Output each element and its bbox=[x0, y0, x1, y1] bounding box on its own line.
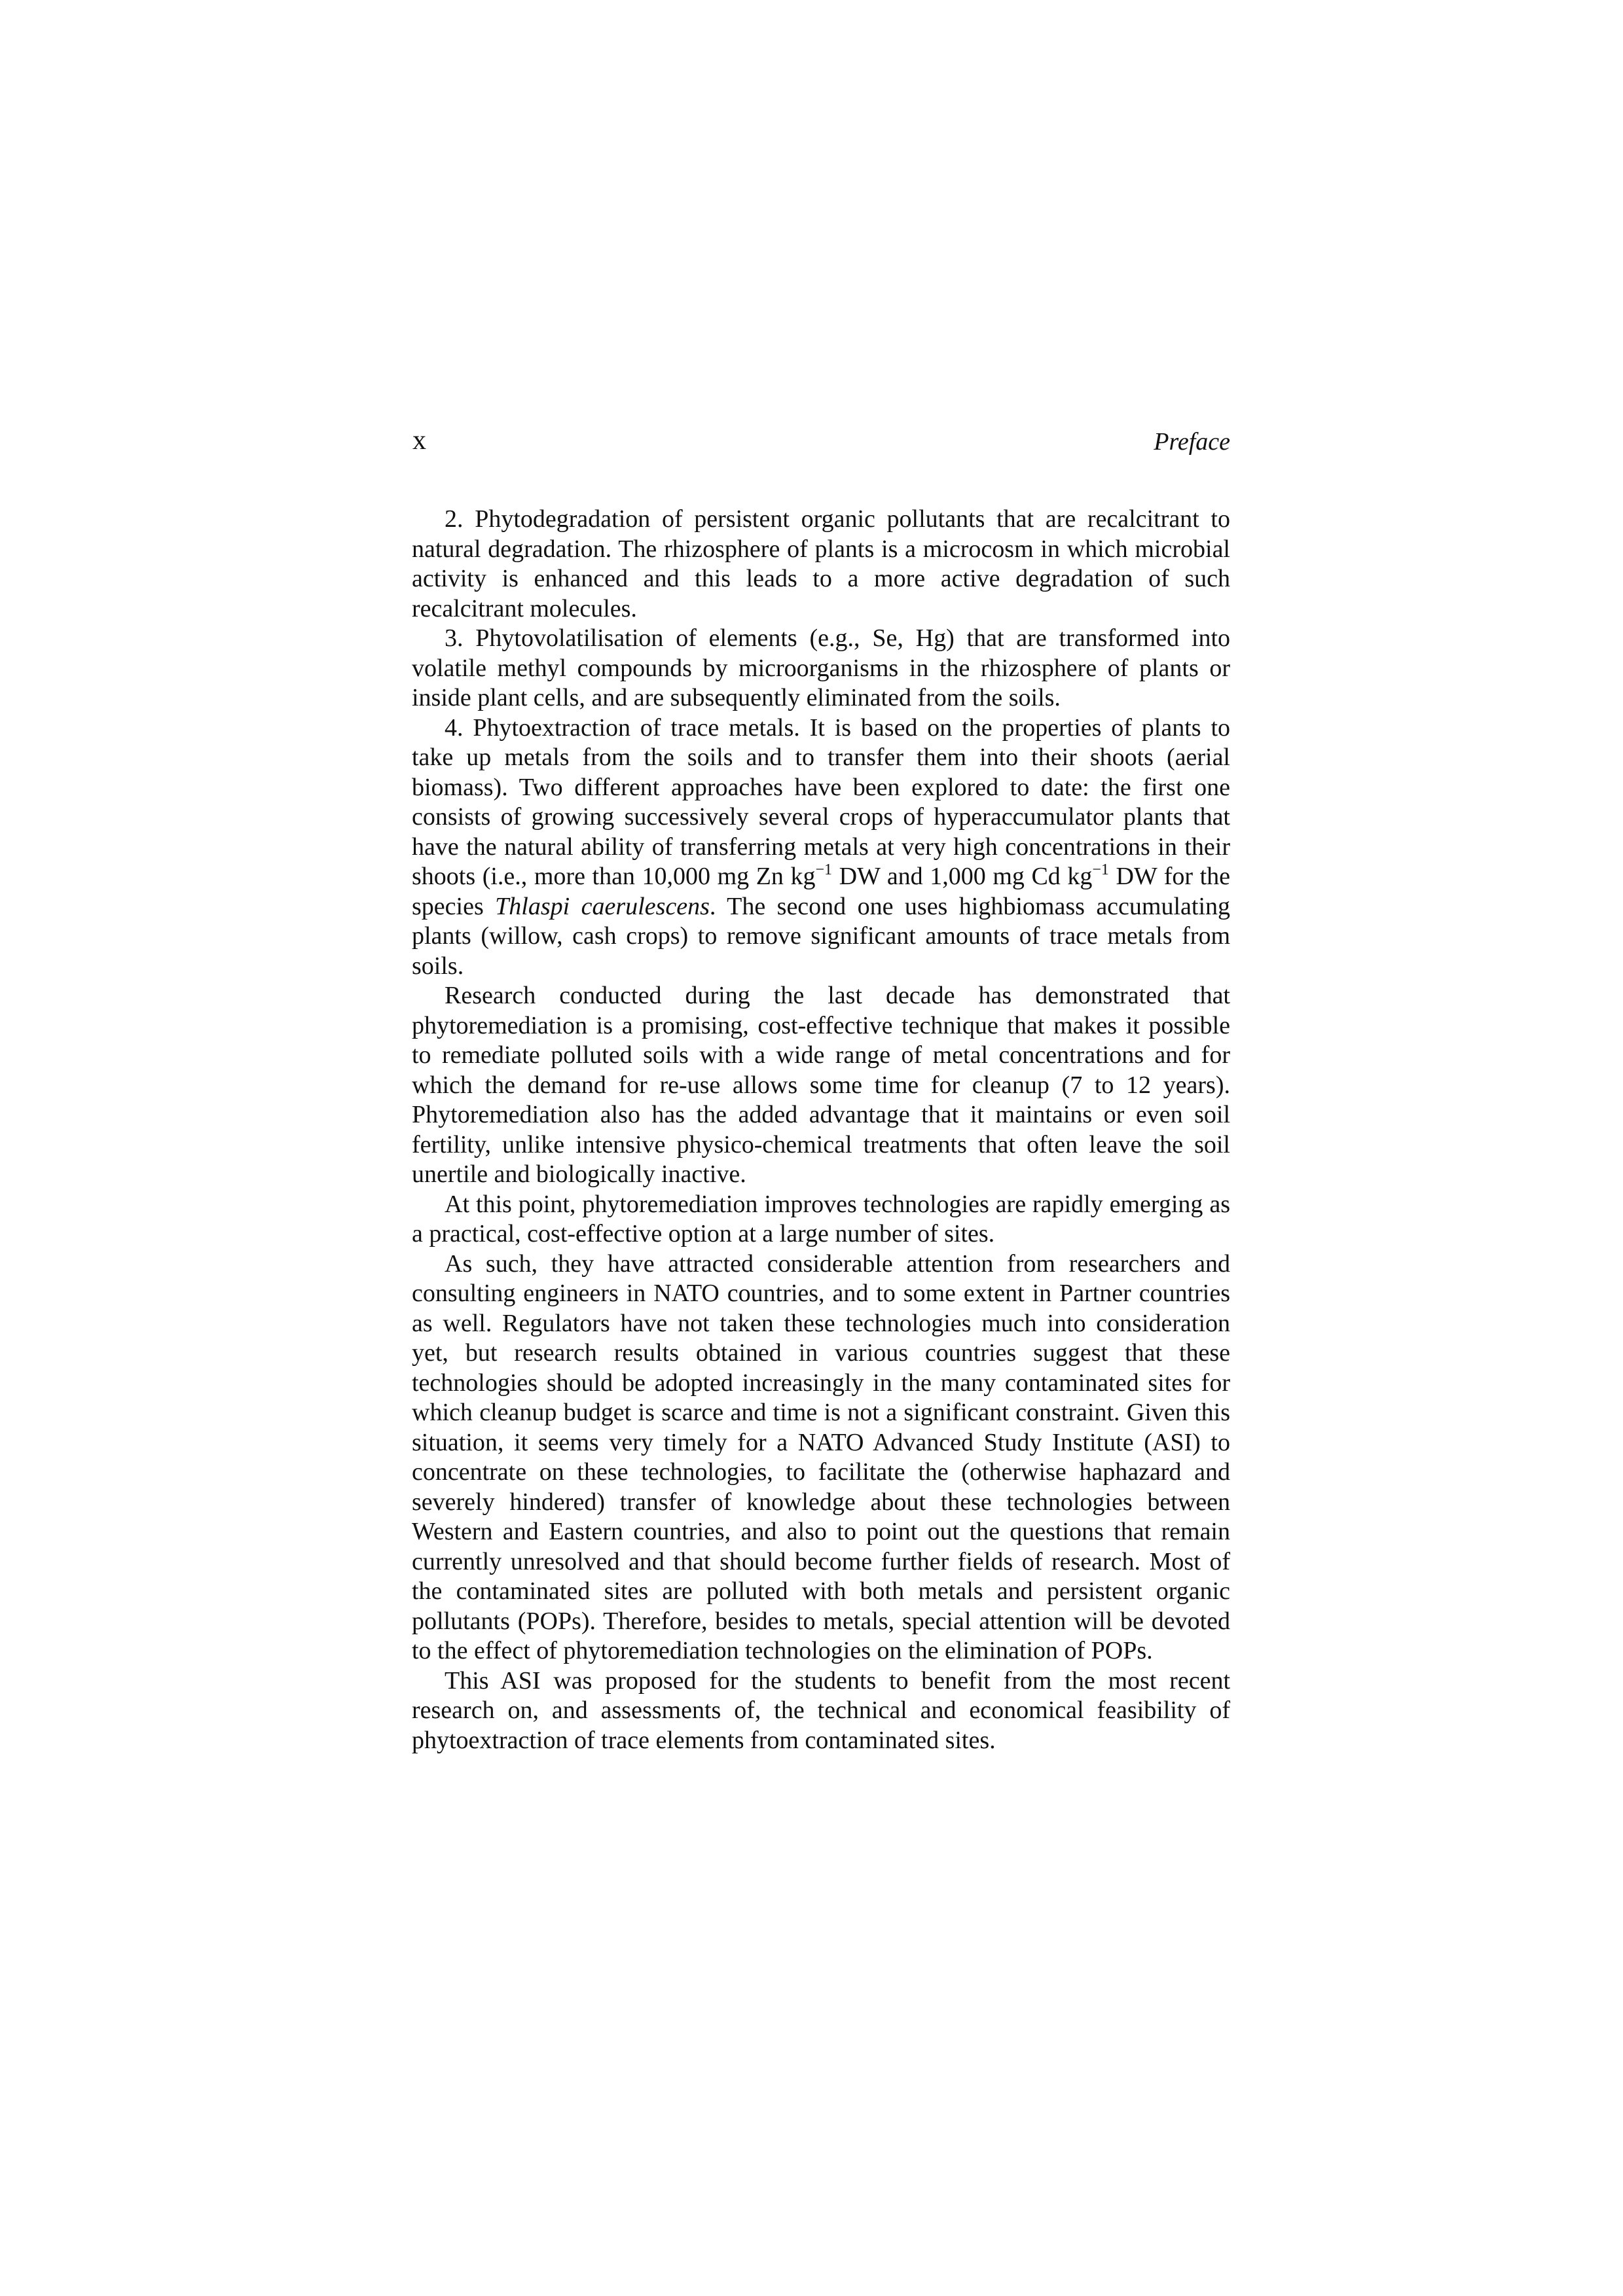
phytoextraction-text-cd: DW and 1,000 mg Cd kg bbox=[832, 863, 1093, 890]
paragraph-research: Research conducted during the last decade has demonstrated that phytoremediation is a promising, cost-effective technique that makes it possible to remediate polluted soils with a wide range of metal concentrations and for which the demand for re-use allows some time for cleanup (7 to 12 years). Phytoremediation also has the added advantage that it maintains or even soil fertility, unlike intensive physico-chemical treatments that often leave the soil unertile and biologically inactive. bbox=[412, 982, 1230, 1188]
paragraph-asi-proposal: This ASI was proposed for the students to benefit from the most recent research on, and assessments of, the technical and economical feasibility of phytoextraction of trace elements from contaminated sites. bbox=[412, 1666, 1230, 1754]
page-number: x bbox=[412, 425, 426, 456]
species-name: Thlaspi caerulescens bbox=[495, 892, 710, 920]
cd-unit-exponent: −1 bbox=[1092, 861, 1109, 878]
phytoextraction-text-end: . The second one uses highbiomass accumulating plants (willow, cash crops) to remove significant amounts of trace metals from soils. bbox=[412, 892, 1231, 980]
phytoextraction-text-start: 4. Phytoextraction of trace metals. It is based on the properties of plants to take up metals from the soils and to transfer them into their shoots (aerial biomass). Two different approaches have been explored to date: the first one consists of growing successively several crops of hyperaccumulator plants that have the natural ability of transferring metals at very high concentrations in their shoots (i.e., more than 10,000 mg Zn kg bbox=[412, 713, 1230, 890]
phytoextraction-text-species-lead: DW for the species bbox=[412, 863, 1230, 920]
zn-unit-exponent: −1 bbox=[815, 861, 833, 878]
paragraph-phytovolatilisation: 3. Phytovolatilisation of elements (e.g., Se, Hg) that are transformed into volatile methyl compounds by microorganisms in the rhizosphere of plants or inside plant cells, and are subsequently eliminated from the soils. bbox=[412, 624, 1230, 711]
running-head: Preface bbox=[1154, 428, 1230, 456]
paragraph-phytodegradation: 2. Phytodegradation of persistent organic pollutants that are recalcitrant to natural degradation. The rhizosphere of plants is a microcosm in which microbial activity is enhanced and this leads to a more active degradation of such recalcitrant molecules. bbox=[412, 505, 1230, 622]
body-text bbox=[412, 505, 1230, 1755]
paragraph-as-such: As such, they have attracted considerable attention from researchers and consulting engineers in NATO countries, and to some extent in Partner countries as well. Regulators have not taken these technologies much into consideration yet, but research results obtained in various countries suggest that these technologies should be adopted increasingly in the many contaminated sites for which cleanup budget is scarce and time is not a significant constraint. Given this situation, it seems very timely for a NATO Advanced Study Institute (ASI) to concentrate on these technologies, to facilitate the (otherwise haphazard and severely hindered) transfer of knowledge about these technologies between Western and Eastern countries, and also to point out the questions that remain currently unresolved and that should become further fields of research. Most of the contaminated sites are polluted with both metals and persistent organic pollutants (POPs). Therefore, besides to metals, special attention will be devoted to the effect of phytoremediation technologies on the elimination of POPs. bbox=[412, 1249, 1230, 1664]
paragraph-phytoextraction bbox=[412, 713, 1230, 982]
paragraph-at-this-point: At this point, phytoremediation improves technologies are rapidly emerging as a practical, cost-effective option at a large number of sites. bbox=[412, 1190, 1230, 1247]
